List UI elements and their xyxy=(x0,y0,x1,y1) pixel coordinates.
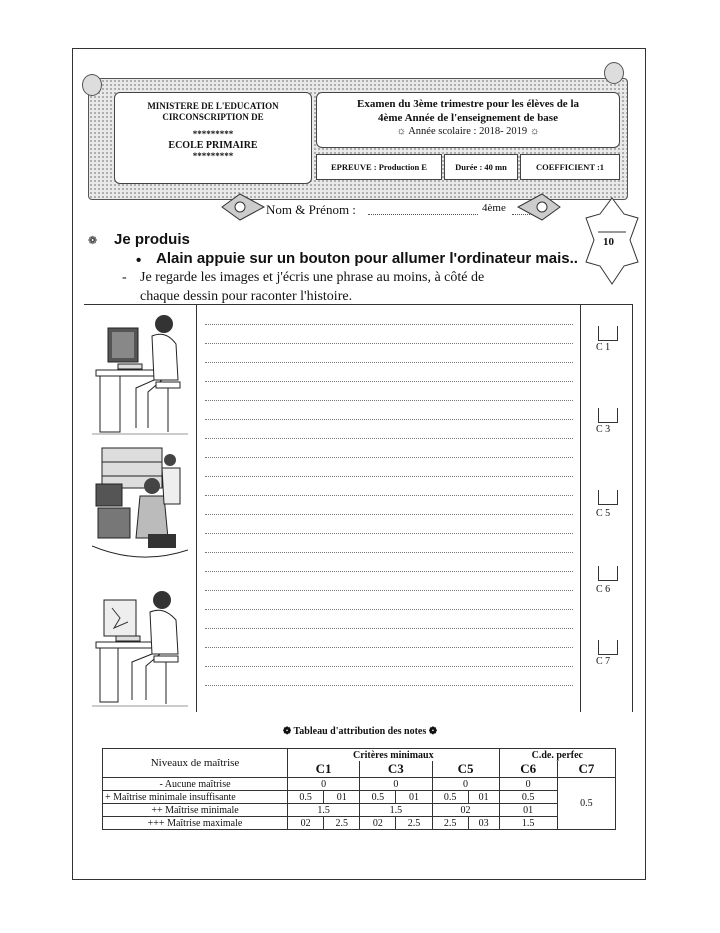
name-field[interactable] xyxy=(368,214,478,215)
bullet-icon: ❁ xyxy=(88,235,98,247)
sun-icon: ☼ xyxy=(396,126,409,137)
epreuve-field: EPREUVE : Production E xyxy=(316,154,442,180)
scroll-curl-left xyxy=(82,74,102,96)
score-total: 10 xyxy=(603,236,614,248)
exam-box xyxy=(316,92,620,148)
col-c3: C3 xyxy=(360,761,432,778)
stars-divider: ********* xyxy=(192,129,234,139)
bullet-icon: ❁ xyxy=(426,726,438,737)
coefficient-field: COEFFICIENT :1 xyxy=(520,154,620,180)
criterion-label-c5: C 5 xyxy=(596,508,611,519)
school-name: ECOLE PRIMAIRE xyxy=(168,140,258,151)
criterion-label-c7: C 7 xyxy=(596,656,611,667)
ministry-box xyxy=(114,92,312,184)
criterion-label-c3: C 3 xyxy=(596,424,611,435)
col-c1: C1 xyxy=(288,761,360,778)
exam-line1: Examen du 3ème trimestre pour les élèves de la xyxy=(357,98,579,110)
col-c5: C5 xyxy=(432,761,499,778)
section-title: Je produis xyxy=(114,231,190,248)
levels-header: Niveaux de maîtrise xyxy=(103,749,288,778)
stars-divider: ********* xyxy=(192,151,234,161)
ornament-icon xyxy=(516,190,562,224)
prompt-text: Alain appuie sur un bouton pour allumer l'ordinateur mais.. xyxy=(156,250,578,267)
duree-field: Durée : 40 mn xyxy=(444,154,518,180)
criterion-box-c5[interactable] xyxy=(598,490,618,505)
col-c7: C7 xyxy=(557,761,615,778)
ministry-line1: MINISTERE DE L'EDUCATION xyxy=(147,101,279,111)
col-c6: C6 xyxy=(499,761,557,778)
min-criteria-header: Critères minimaux xyxy=(288,749,500,762)
grading-table xyxy=(102,748,616,830)
scroll-curl-right xyxy=(604,62,624,84)
perf-criteria-header: C.de. perfec xyxy=(499,749,615,762)
table-row: ++ Maîtrise minimale 1.5 1.5 02 01 xyxy=(103,804,616,817)
instruction-line2: chaque dessin pour raconter l'histoire. xyxy=(140,289,353,304)
table-row: - Aucune maîtrise 0 0 0 0 0.5 xyxy=(103,778,616,791)
table-row: + Maîtrise minimale insuffisante 0.5 01 0.5 01 0.5 01 0.5 xyxy=(103,791,616,804)
library-computer-illustration xyxy=(92,446,188,572)
dash-marker: - xyxy=(122,270,127,285)
name-label: Nom & Prénom : xyxy=(266,202,356,217)
criterion-box-c6[interactable] xyxy=(598,566,618,581)
instruction-line1: Je regarde les images et j'écris une phrase au moins, à côté de xyxy=(140,270,485,285)
answer-lines[interactable] xyxy=(205,318,573,708)
sun-icon: ☼ xyxy=(527,126,540,137)
criterion-label-c6: C 6 xyxy=(596,584,611,595)
bullet-icon: ❁ xyxy=(282,726,294,737)
column-divider xyxy=(196,304,197,712)
school-year: ☼ Année scolaire : 2018- 2019 ☼ xyxy=(396,126,540,137)
criterion-box-c7[interactable] xyxy=(598,640,618,655)
column-divider xyxy=(632,304,633,712)
class-label: 4ème xyxy=(482,202,506,214)
bullet-icon: • xyxy=(136,252,142,269)
computer-user-illustration xyxy=(92,310,188,438)
computer-user-illustration xyxy=(92,588,188,712)
criterion-label-c1: C 1 xyxy=(596,342,611,353)
criterion-box-c3[interactable] xyxy=(598,408,618,423)
criterion-box-c1[interactable] xyxy=(598,326,618,341)
table-row: +++ Maîtrise maximale 02 2.5 02 2.5 2.5 03 1.5 xyxy=(103,817,616,830)
grading-title: ❁ Tableau d'attribution des notes ❁ xyxy=(282,726,438,737)
exam-line2: 4ème Année de l'enseignement de base xyxy=(378,112,558,124)
ministry-line2: CIRCONSCRIPTION DE xyxy=(162,112,264,122)
ornament-icon xyxy=(220,190,266,224)
column-divider xyxy=(580,304,581,712)
